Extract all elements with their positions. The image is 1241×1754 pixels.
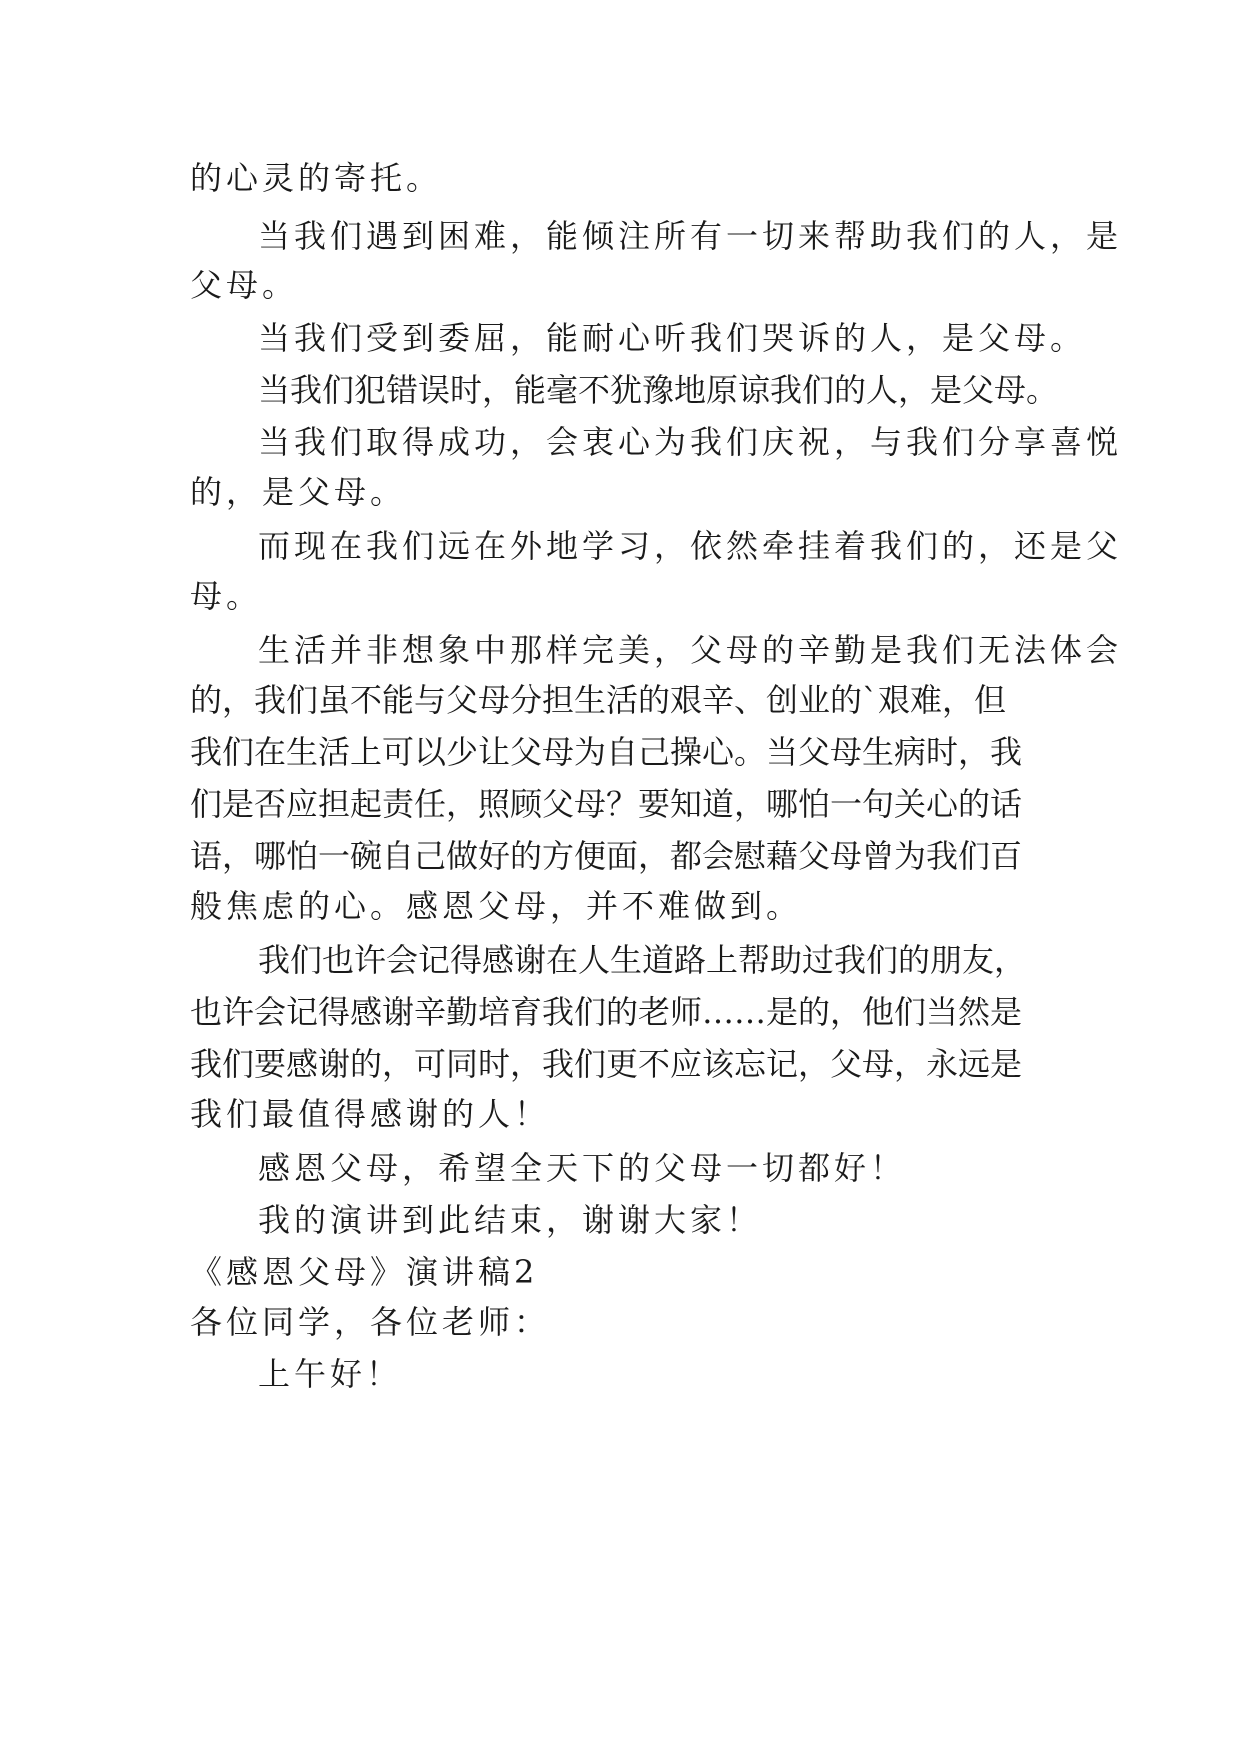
paragraph-line: 当我们犯错误时，能毫不犹豫地原谅我们的人，是父母。 bbox=[258, 371, 1059, 409]
paragraph-line: 也许会记得感谢辛勤培育我们的老师……是的，他们当然是 bbox=[190, 993, 1023, 1031]
paragraph-line: 当我们取得成功，会衷心为我们庆祝，与我们分享喜悦 bbox=[258, 423, 1123, 461]
paragraph-line: 我们要感谢的，可同时，我们更不应该忘记，父母，永远是 bbox=[190, 1045, 1023, 1083]
paragraph-line: 的，我们虽不能与父母分担生活的艰辛、创业的`艰难，但 bbox=[190, 681, 1007, 719]
section-heading: 《感恩父母》演讲稿2 bbox=[190, 1253, 539, 1291]
paragraph-line: 语，哪怕一碗自己做好的方便面，都会慰藉父母曾为我们百 bbox=[190, 837, 1023, 875]
paragraph-line: 而现在我们远在外地学习，依然牵挂着我们的，还是父 bbox=[258, 527, 1123, 565]
paragraph-line: 母。 bbox=[190, 577, 263, 615]
greeting-line: 上午好！ bbox=[258, 1355, 403, 1393]
paragraph-line: 我们也许会记得感谢在人生道路上帮助过我们的朋友， bbox=[258, 941, 1027, 979]
paragraph-line: 感恩父母，希望全天下的父母一切都好！ bbox=[258, 1149, 907, 1187]
paragraph-line: 的心灵的寄托。 bbox=[190, 159, 443, 197]
paragraph-line: 们是否应担起责任，照顾父母？要知道，哪怕一句关心的话 bbox=[190, 785, 1023, 823]
paragraph-line: 当我们受到委屈，能耐心听我们哭诉的人，是父母。 bbox=[258, 319, 1087, 357]
paragraph-line: 父母。 bbox=[190, 266, 299, 304]
paragraph-line: 生活并非想象中那样完美，父母的辛勤是我们无法体会 bbox=[258, 631, 1123, 669]
paragraph-line: 当我们遇到困难，能倾注所有一切来帮助我们的人，是 bbox=[258, 217, 1123, 255]
paragraph-line: 我的演讲到此结束，谢谢大家！ bbox=[258, 1201, 763, 1239]
paragraph-line: 我们最值得感谢的人！ bbox=[190, 1095, 551, 1133]
paragraph-line: 的，是父母。 bbox=[190, 473, 407, 511]
paragraph-line: 我们在生活上可以少让父母为自己操心。当父母生病时，我 bbox=[190, 733, 1023, 771]
salutation-line: 各位同学，各位老师： bbox=[190, 1303, 551, 1341]
paragraph-line: 般焦虑的心。感恩父母，并不难做到。 bbox=[190, 887, 803, 925]
